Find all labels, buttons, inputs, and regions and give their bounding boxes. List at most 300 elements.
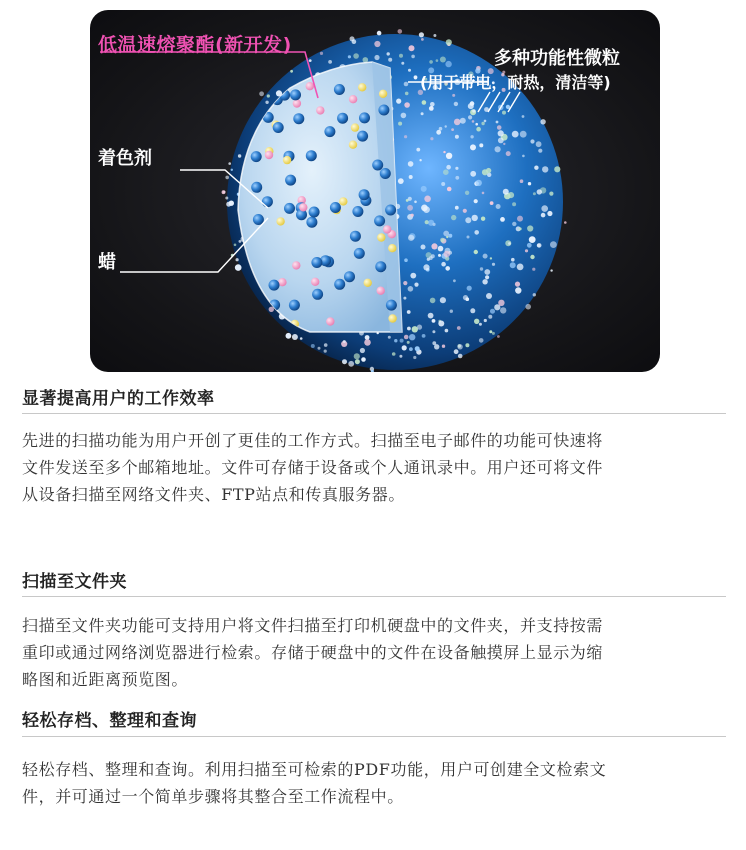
surface-particle	[446, 165, 451, 170]
surface-particle	[446, 153, 452, 159]
surface-particle	[522, 155, 525, 158]
surface-particle	[324, 350, 327, 353]
surface-particle	[300, 337, 303, 340]
surface-particle	[343, 340, 346, 343]
surface-particle	[408, 286, 414, 292]
surface-particle	[259, 91, 264, 96]
surface-particle	[309, 59, 312, 62]
surface-particle	[226, 202, 231, 207]
surface-particle	[430, 102, 435, 107]
surface-particle	[485, 275, 489, 279]
surface-particle	[433, 34, 436, 37]
surface-particle	[436, 130, 441, 135]
polyester-bead	[311, 278, 319, 286]
section-heading: 扫描至文件夹	[22, 572, 127, 592]
surface-particle	[465, 191, 469, 195]
surface-particle	[355, 359, 360, 364]
surface-particle	[540, 119, 545, 124]
colorant-bead	[257, 319, 268, 330]
surface-particle	[492, 332, 495, 335]
surface-particle	[225, 176, 229, 180]
surface-particle	[527, 225, 533, 231]
colorant-bead	[337, 113, 348, 124]
surface-particle	[470, 101, 475, 106]
surface-particle	[412, 326, 418, 332]
surface-particle	[525, 249, 528, 252]
surface-particle	[265, 101, 268, 104]
colorant-bead	[311, 257, 322, 268]
colorant-bead	[306, 217, 317, 228]
surface-particle	[479, 323, 482, 326]
surface-particle	[474, 199, 478, 203]
surface-particle	[515, 287, 521, 293]
surface-particle	[422, 100, 427, 105]
colorant-bead	[357, 131, 368, 142]
surface-particle	[399, 355, 402, 358]
wax-bead	[283, 156, 291, 164]
paragraph-line: 扫描至文件夹功能可支持用户将文件扫描至打印机硬盘中的文件夹，并支持按需	[22, 616, 604, 635]
colorant-bead	[354, 248, 365, 259]
surface-particle	[497, 335, 500, 338]
colorant-bead	[290, 89, 301, 100]
surface-particle	[476, 127, 481, 132]
surface-particle	[480, 267, 483, 270]
surface-particle	[457, 344, 462, 349]
surface-particle	[472, 215, 478, 221]
surface-particle	[503, 143, 505, 145]
surface-particle	[474, 319, 479, 324]
surface-particle	[490, 309, 495, 314]
surface-particle	[472, 109, 475, 112]
surface-particle	[421, 186, 427, 192]
surface-particle	[404, 135, 407, 138]
surface-particle	[445, 61, 451, 67]
paragraph-line: 从设备扫描至网络文件夹、FTP站点和传真服务器。	[22, 485, 405, 504]
colorant-bead	[372, 160, 383, 171]
surface-particle	[550, 241, 557, 248]
surface-particle	[228, 162, 231, 165]
surface-particle	[455, 206, 459, 210]
surface-particle	[424, 196, 431, 203]
colorant-bead	[375, 261, 386, 272]
surface-particle	[454, 119, 461, 126]
surface-particle	[443, 169, 449, 175]
surface-particle	[328, 60, 332, 64]
colorant-bead	[324, 126, 335, 137]
surface-particle	[530, 255, 534, 259]
label-colorant: 着色剂	[98, 148, 152, 169]
surface-particle	[225, 197, 228, 200]
surface-particle	[454, 102, 458, 106]
colorant-bead	[293, 113, 304, 124]
surface-particle	[447, 187, 452, 192]
colorant-bead	[350, 231, 361, 242]
surface-particle	[398, 29, 403, 34]
polyester-bead	[293, 99, 301, 107]
surface-particle	[470, 171, 476, 177]
wax-bead	[349, 141, 357, 149]
surface-particle	[542, 166, 548, 172]
surface-particle	[495, 146, 501, 152]
surface-particle	[564, 221, 567, 224]
surface-particle	[311, 344, 315, 348]
surface-particle	[402, 345, 407, 350]
surface-particle	[467, 286, 472, 291]
surface-particle	[492, 263, 495, 266]
colorant-bead	[374, 215, 385, 226]
polyester-bead	[383, 225, 391, 233]
surface-particle	[438, 254, 441, 257]
surface-particle	[318, 347, 321, 350]
surface-particle	[438, 321, 444, 327]
surface-particle	[432, 341, 436, 345]
surface-particle	[421, 112, 424, 115]
surface-particle	[292, 334, 298, 340]
colorant-bead	[251, 151, 262, 162]
surface-particle	[374, 41, 380, 47]
section-scan-to-folder	[22, 567, 726, 592]
colorant-bead	[378, 105, 389, 116]
polyester-bead	[316, 106, 324, 114]
surface-particle	[470, 144, 476, 150]
surface-particle	[401, 62, 404, 65]
surface-particle	[496, 121, 499, 124]
surface-particle	[489, 330, 492, 333]
polyester-bead	[299, 203, 307, 211]
surface-particle	[429, 106, 434, 111]
surface-particle	[455, 167, 458, 170]
surface-particle	[443, 231, 449, 237]
wax-bead	[388, 244, 396, 252]
surface-particle	[441, 182, 445, 186]
surface-particle	[405, 92, 409, 96]
surface-particle	[482, 279, 487, 284]
surface-particle	[413, 356, 416, 359]
wax-bead	[351, 123, 359, 131]
surface-particle	[423, 264, 429, 270]
surface-particle	[421, 38, 424, 41]
surface-particle	[534, 166, 538, 170]
surface-particle	[536, 141, 542, 147]
colorant-bead	[344, 271, 355, 282]
colorant-bead	[352, 206, 363, 217]
surface-particle	[479, 338, 484, 343]
surface-particle	[269, 307, 274, 312]
surface-particle	[498, 130, 504, 136]
surface-particle	[436, 59, 439, 62]
surface-particle	[445, 329, 449, 333]
paragraph-line: 件，并可通过一个简单步骤将其整合至工作流程中。	[22, 787, 404, 806]
surface-particle	[512, 202, 516, 206]
section-archive-body	[22, 756, 726, 810]
surface-particle	[537, 244, 541, 248]
surface-particle	[432, 330, 435, 333]
surface-particle	[470, 308, 475, 313]
surface-particle	[483, 254, 488, 259]
colorant-bead	[285, 175, 296, 186]
surface-particle	[468, 115, 472, 119]
surface-particle	[450, 310, 453, 313]
colorant-bead	[309, 207, 320, 218]
surface-particle	[403, 281, 407, 285]
surface-particle	[500, 307, 506, 313]
surface-particle	[554, 166, 560, 172]
surface-particle	[235, 264, 242, 271]
polyester-bead	[265, 151, 273, 159]
surface-particle	[431, 254, 435, 258]
paragraph-line: 略图和近距离预览图。	[22, 670, 189, 689]
colorant-bead	[262, 196, 273, 207]
surface-particle	[398, 178, 404, 184]
surface-particle	[496, 204, 501, 209]
section-efficiency-body	[22, 427, 726, 508]
surface-particle	[503, 189, 509, 195]
surface-particle	[533, 192, 536, 195]
surface-particle	[440, 57, 446, 63]
surface-particle	[445, 125, 447, 127]
surface-particle	[458, 354, 463, 359]
colorant-bead	[386, 300, 397, 311]
colorant-bead	[306, 150, 317, 161]
surface-particle	[377, 31, 382, 36]
surface-particle	[404, 258, 408, 262]
colorant-bead	[284, 203, 295, 214]
surface-particle	[512, 222, 516, 226]
surface-particle	[404, 82, 409, 87]
surface-particle	[440, 297, 446, 303]
surface-particle	[517, 216, 523, 222]
surface-particle	[506, 151, 511, 156]
surface-particle	[519, 227, 522, 230]
surface-particle	[408, 69, 411, 72]
surface-particle	[454, 349, 459, 354]
surface-particle	[510, 262, 516, 268]
surface-particle	[470, 135, 473, 138]
polyester-bead	[349, 95, 357, 103]
surface-particle	[400, 339, 404, 343]
surface-particle	[409, 334, 415, 340]
divider	[22, 596, 726, 597]
surface-particle	[527, 243, 532, 248]
surface-particle	[484, 319, 487, 322]
surface-particle	[538, 149, 542, 153]
surface-particle	[430, 298, 436, 304]
surface-particle	[320, 52, 323, 55]
colorant-bead	[359, 189, 370, 200]
section-efficiency	[22, 384, 726, 409]
surface-particle	[231, 169, 233, 171]
surface-particle	[428, 220, 434, 226]
surface-particle	[408, 235, 414, 241]
paragraph-line: 文件发送至多个邮箱地址。文件可存储于设备或个人通讯录中。用户还可将文件	[22, 458, 604, 477]
paragraph-line: 先进的扫描功能为用户开创了更佳的工作方式。扫描至电子邮件的功能可快速将	[22, 431, 604, 450]
surface-particle	[444, 251, 451, 258]
surface-particle	[452, 94, 455, 97]
surface-particle	[404, 335, 409, 340]
surface-particle	[422, 334, 426, 338]
surface-particle	[475, 123, 478, 126]
surface-particle	[374, 55, 379, 60]
surface-particle	[348, 361, 354, 367]
paragraph-line: 轻松存档、整理和查询。利用扫描至可检索的PDF功能，用户可创建全文检索文	[22, 760, 607, 779]
surface-particle	[515, 282, 520, 287]
surface-particle	[512, 131, 519, 138]
surface-particle	[486, 168, 491, 173]
label-low-temp-polyester: 低温速熔聚酯(新开发)	[98, 34, 292, 56]
polyester-bead	[306, 82, 314, 90]
surface-particle	[439, 127, 443, 131]
surface-particle	[364, 339, 371, 346]
surface-particle	[396, 99, 401, 104]
surface-particle	[348, 55, 351, 58]
surface-particle	[532, 268, 535, 271]
colorant-bead	[334, 84, 345, 95]
colorant-bead	[330, 202, 341, 213]
surface-particle	[498, 138, 504, 144]
surface-particle	[463, 209, 467, 213]
surface-particle	[409, 347, 413, 351]
surface-particle	[455, 135, 459, 139]
surface-particle	[520, 179, 524, 183]
surface-particle	[267, 94, 270, 97]
section-archive	[22, 706, 726, 731]
section-heading: 显著提高用户的工作效率	[22, 389, 215, 409]
surface-particle	[411, 214, 414, 217]
surface-particle	[465, 217, 471, 223]
wax-bead	[388, 314, 396, 322]
surface-particle	[486, 293, 492, 299]
surface-particle	[481, 122, 484, 125]
surface-particle	[484, 120, 487, 123]
surface-particle	[466, 297, 470, 301]
surface-particle	[476, 180, 482, 186]
label-functional-particles-detail: (用于带电，耐热，清洁等)	[420, 73, 611, 92]
surface-particle	[533, 293, 536, 296]
surface-particle	[453, 279, 456, 282]
surface-particle	[440, 238, 445, 243]
surface-particle	[238, 154, 241, 157]
surface-particle	[409, 45, 415, 51]
surface-particle	[398, 122, 402, 126]
surface-particle	[550, 269, 552, 271]
surface-particle	[361, 357, 366, 362]
surface-particle	[387, 52, 390, 55]
surface-particle	[404, 102, 410, 108]
surface-particle	[408, 197, 412, 201]
surface-particle	[414, 75, 418, 79]
surface-particle	[547, 211, 552, 216]
surface-particle	[490, 257, 492, 259]
surface-particle	[407, 205, 413, 211]
surface-particle	[360, 348, 365, 353]
surface-particle	[441, 262, 446, 267]
surface-particle	[511, 258, 515, 262]
colorant-bead	[273, 122, 284, 133]
surface-particle	[354, 353, 360, 359]
surface-particle	[474, 230, 479, 235]
surface-particle	[430, 137, 433, 140]
surface-particle	[286, 333, 292, 339]
surface-particle	[432, 319, 436, 323]
polyester-bead	[326, 317, 334, 325]
colorant-bead	[380, 168, 391, 179]
label-wax: 蜡	[98, 252, 116, 273]
wax-bead	[364, 279, 372, 287]
surface-particle	[342, 359, 347, 364]
surface-particle	[353, 53, 359, 59]
surface-particle	[537, 189, 542, 194]
surface-particle	[460, 118, 466, 124]
surface-particle	[446, 39, 452, 45]
surface-particle	[407, 341, 410, 344]
surface-particle	[234, 244, 237, 247]
surface-particle	[352, 39, 357, 44]
surface-particle	[472, 120, 475, 123]
wax-bead	[358, 83, 366, 91]
surface-particle	[451, 215, 456, 220]
surface-particle	[541, 213, 546, 218]
paragraph-line: 重印或通过网络浏览器进行检索。存储于硬盘中的文件在设备触摸屏上显示为缩	[22, 643, 604, 662]
surface-particle	[411, 55, 415, 59]
wax-bead	[276, 217, 284, 225]
colorant-bead	[334, 279, 345, 290]
surface-particle	[388, 58, 392, 62]
surface-particle	[415, 346, 420, 351]
surface-particle	[431, 243, 437, 249]
surface-particle	[481, 217, 485, 221]
colorant-bead	[251, 182, 262, 193]
surface-particle	[457, 326, 461, 330]
surface-particle	[549, 192, 553, 196]
surface-particle	[500, 217, 505, 222]
surface-particle	[451, 128, 454, 131]
colorant-bead	[289, 300, 300, 311]
wax-bead	[379, 90, 387, 98]
surface-particle	[392, 352, 396, 356]
colorant-bead	[269, 280, 280, 291]
surface-particle	[442, 345, 445, 348]
surface-particle	[517, 264, 524, 271]
surface-particle	[394, 339, 397, 342]
surface-particle	[222, 190, 226, 194]
surface-particle	[401, 113, 407, 119]
surface-particle	[407, 327, 411, 331]
surface-particle	[407, 310, 411, 314]
surface-particle	[399, 54, 403, 58]
surface-particle	[416, 148, 420, 152]
surface-particle	[497, 125, 502, 130]
divider	[22, 413, 726, 414]
surface-particle	[414, 283, 418, 287]
surface-particle	[290, 70, 293, 73]
surface-particle	[484, 269, 490, 275]
surface-particle	[445, 266, 450, 271]
surface-particle	[438, 246, 444, 252]
section-heading: 轻松存档、整理和查询	[22, 711, 197, 731]
colorant-bead	[359, 112, 370, 123]
surface-particle	[479, 143, 483, 147]
surface-particle	[541, 205, 548, 212]
colorant-bead	[312, 289, 323, 300]
surface-particle	[522, 115, 525, 118]
wax-bead	[339, 197, 347, 205]
surface-particle	[443, 151, 445, 153]
surface-particle	[403, 297, 406, 300]
surface-particle	[490, 201, 494, 205]
surface-particle	[502, 111, 506, 115]
toner-particle-diagram	[90, 10, 660, 372]
surface-particle	[465, 343, 469, 347]
